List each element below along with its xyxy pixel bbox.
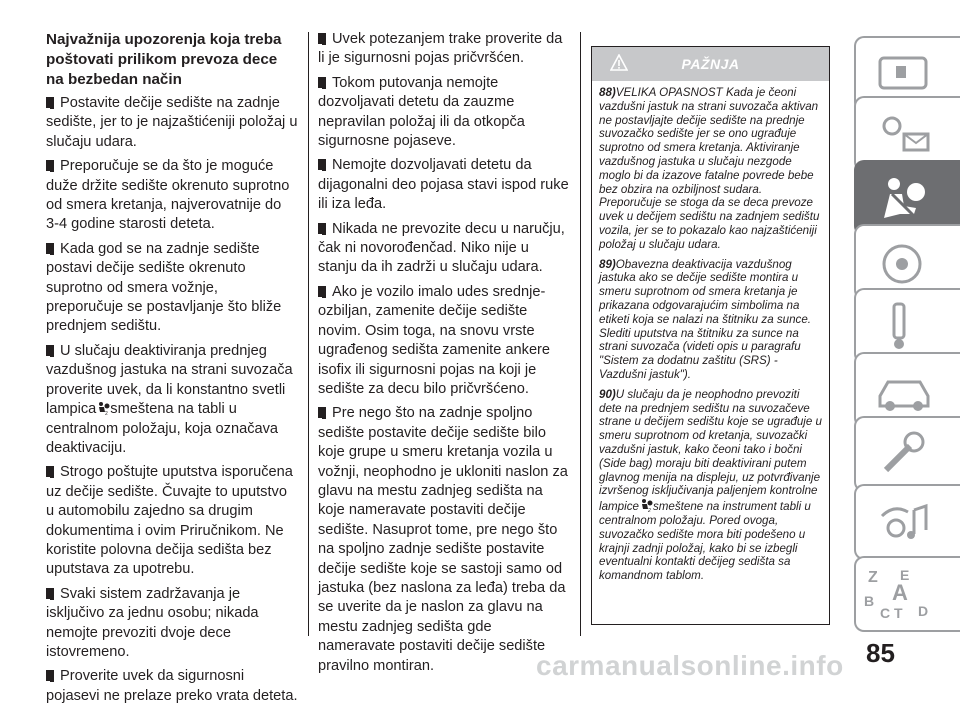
svg-text:B: B — [864, 593, 875, 609]
column-divider — [308, 32, 309, 636]
list-item: Preporučuje se da što je moguće duže držite sedište okrenuto suprotno od smera kretanja, najverovatnije do 3-4 godine starosti deteta. — [46, 158, 290, 233]
warning-note: 90)U slučaju da je neophodno prevoziti dete na prednjem sedištu na suvozačeve strane u dečijem sedištu koje se ugrađuje u smeru suprotnom od kretanja, suvozački vazdušni jastuk, kako čeoni tako i bočni (Side bag) moraju biti deaktivirani putem glavnog menija na displeju, uz potvrđivanje izvršenog isključivanja paljenjem kontrolne lampice 2 smeštene na instrument tabli u centralnom položaju. Pored ovoga, suvozačko sedište mora biti podešeno u krajnji zadnji položaj, kako bi se izbegli eventualni kontakti dečijeg sedišta sa komandnom tablom. — [599, 387, 822, 583]
page-number: 85 — [866, 638, 895, 668]
tab-multimedia[interactable] — [854, 484, 960, 560]
list-item: Uvek potezanjem trake proverite da li je sigurnosni pojas pričvršćen. — [318, 31, 563, 67]
key-icon — [874, 302, 934, 350]
list-item: Strogo poštujte uputstva isporučena uz dečije sedište. Čuvajte to uputstvo u automobilu zajedno sa drugim dokumentima i ovim Priručnikom. Ne koristite polovna dečija sedišta bez uputstava za upotrebu. — [46, 464, 293, 578]
bullet-icon — [46, 97, 54, 108]
bullet-icon — [46, 345, 54, 356]
svg-text:T: T — [894, 605, 903, 620]
airbag-off-warning-icon — [639, 498, 653, 512]
airbag-off-warning-icon — [96, 401, 110, 415]
bullet-icon — [318, 159, 326, 170]
section-heading: Najvažnija upozorenja koja treba poštovati prilikom prevoza dece na bezbedan način — [46, 31, 282, 88]
chapter-sidebar — [850, 0, 960, 678]
svg-text:2: 2 — [647, 508, 651, 513]
warning-header — [592, 47, 829, 81]
list-item: U slučaju deaktiviranja prednjeg vazdušnog jastuka na strani suvozača proverite uvek, da li konstantno svetli lampica 2 smeštena na tabli u centralnom položaju, koja označava deaktivaciju. — [46, 342, 293, 456]
list-item: Pre nego što na zadnje spoljno sedište postavite dečije sedište bilo koje grupe u smeru kretanja vozila u vožnji, neophodno je ukloniti naslon za glavu na mestu zadnjeg sedišta na koje nameravate postaviti dečije sedište. Nasuprot tome, pre nego što na spoljno zadnje sedište postavite dečije sedište koje se sastoji samo od jastuka (bez naslona za leđa) treba da se uverite da je naslon za glavu na mestu zadnjeg sedišta gde nameravate postaviti dečije sedište pravilno montiran. — [318, 405, 568, 674]
svg-text:E: E — [900, 567, 910, 583]
list-item: Nikada ne prevozite decu u naručju, čak ni novorođenčad. Niko nije u stanju da ih zadrži u slučaju udara. — [318, 220, 565, 276]
svg-text:C: C — [880, 605, 891, 620]
watermark: carmanualsonline.info — [536, 650, 844, 681]
car-info-icon — [874, 50, 934, 98]
list-item: Proverite uvek da sigurnosni pojasevi ne prelaze preko vrata deteta. — [46, 668, 298, 704]
index-icon — [862, 564, 942, 620]
bullet-icon — [318, 223, 326, 234]
car-service-icon — [874, 366, 934, 414]
svg-text:2: 2 — [105, 411, 109, 416]
tab-technical-data[interactable] — [854, 416, 960, 492]
warning-note: 88)VELIKA OPASNOST Kada je čeoni vazdušni jastuk na strani suvozača aktivan ne postavljajte dečije sedište na prednje suvozačko sedište jer se ono ugrađuje suprotno od smera kretanja. Aktiviranje vazdušnog jastuka u slučaju nezgode moglo bi da izazove fatalne povrede bebe bez obzira na ozbiljnost sudara. Preporučuje se stoga da se deca prevoze uvek u dečijem sedištu na zadnjem sedištu vozila, jer se to pokazalo kao najzaštićeniji položaj u slučaju udara. — [599, 86, 820, 251]
bullet-icon — [46, 160, 54, 171]
wrench-icon — [874, 430, 934, 478]
list-item: Postavite dečije sedište na zadnje sedište, jer to je najzaštićeniji položaj u slučaju udara. — [46, 95, 298, 150]
bullet-icon — [318, 286, 326, 297]
svg-text:Z: Z — [868, 569, 878, 586]
warning-note: 89)Obavezna deaktivacija vazdušnog jastuka ako se dečije sedište montira u smeru suprotnom od smera kretanja je prikazana odgovarajućim simbolima na etiketi koja se nalazi na štitniku za sunce. Slediti uputstva na štitniku za sunce na strani suvozača (videti opis u paragrafu "Sistem za dodatnu zaštitu (SRS) - Vazdušni jastuk"). — [599, 257, 812, 381]
column-divider — [580, 32, 581, 636]
list-item: Ako je vozilo imalo udes srednje-ozbiljan, zamenite dečije sedište novim. Osim toga, na snovu vrste ugrađenog sedišta zamenite ankere isofix ili sigurnosni pojas na koji je sedište za decu bilo pričvršćeno. — [318, 283, 551, 397]
bullet-icon — [318, 33, 326, 44]
airbag-person-icon — [874, 174, 934, 222]
svg-text:A: A — [892, 580, 908, 605]
bullet-icon — [46, 466, 54, 477]
list-item: Kada god se na zadnje sedište postavi dečije sedište okrenuto suprotno od smera vožnje, preporučuje se postavljanje što bliže prednjem sedištu. — [46, 240, 282, 335]
left-column — [46, 0, 298, 711]
tab-index[interactable] — [854, 556, 960, 632]
svg-text:D: D — [918, 603, 929, 619]
bullet-icon — [46, 670, 54, 681]
list-item: Tokom putovanja nemojte dozvoljavati detetu da zauzme nepravilan položaj ili da otkopča sigurnosne pojaseve. — [318, 74, 525, 150]
warning-title: PAŽNJA — [681, 56, 740, 72]
list-item: Nemojte dozvoljavati detetu da dijagonalni deo pojasa stavi ispod ruke ili iza leđa. — [318, 157, 569, 213]
list-item: Svaki sistem zadržavanja je isključivo za jednu osobu; nikada nemojte prevoziti dvoje dece istovremeno. — [46, 585, 259, 660]
middle-column — [318, 30, 570, 681]
bullet-icon — [46, 243, 54, 254]
bullet-icon — [318, 77, 326, 88]
multimedia-icon — [874, 498, 934, 546]
bullet-icon — [46, 588, 54, 599]
warning-body — [592, 81, 829, 583]
bullet-icon — [318, 407, 326, 418]
steering-wheel-icon — [874, 238, 934, 286]
warning-lights-icon — [874, 110, 934, 158]
warning-box — [591, 46, 830, 625]
